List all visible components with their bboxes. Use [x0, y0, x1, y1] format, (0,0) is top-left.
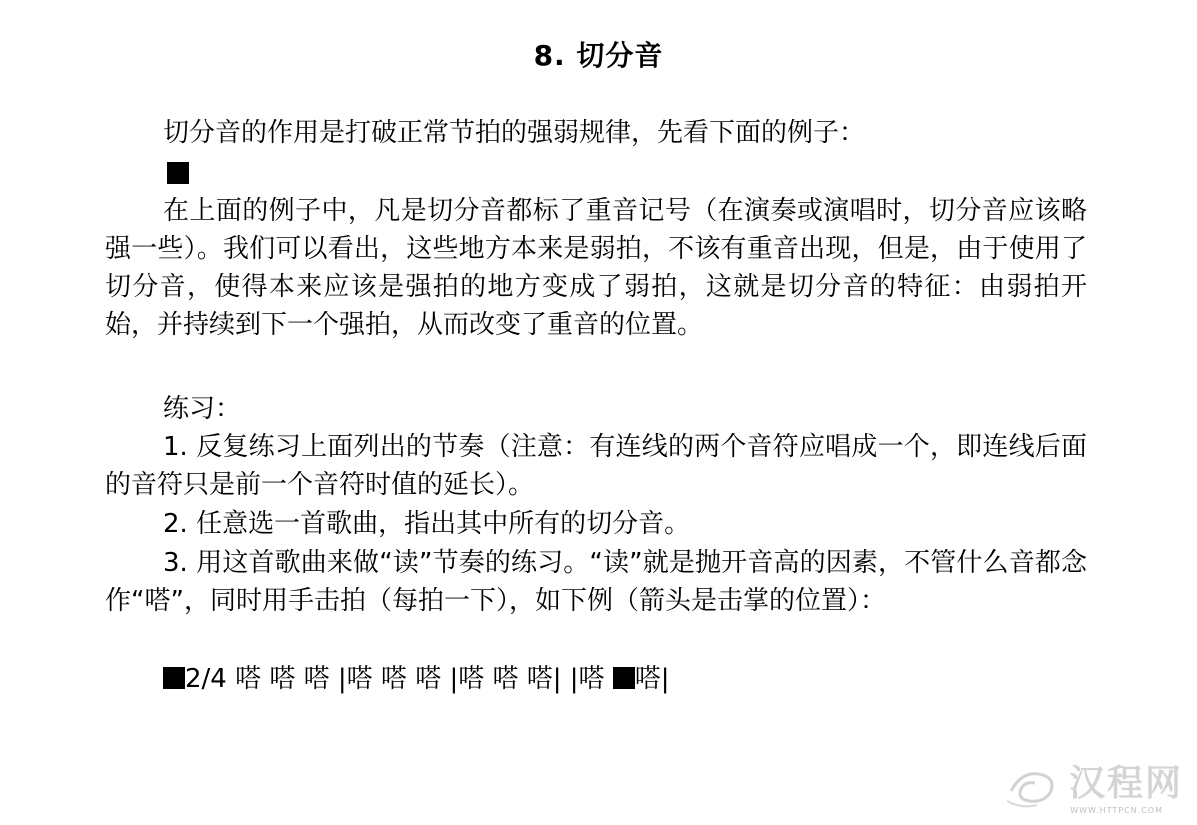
- intro-paragraph: 切分音的作用是打破正常节拍的强弱规律，先看下面的例子：: [163, 118, 866, 148]
- page-title: 8. 切分音: [533, 39, 664, 72]
- exercise-item-2: 2. 任意选一首歌曲，指出其中所有的切分音。: [163, 509, 691, 539]
- watermark-url: WWW.HTTPCN.COM: [1070, 806, 1163, 815]
- body-paragraph: 在上面的例子中，凡是切分音都标了重音记号（在演奏或演唱时，切分音应该略强一些）。我们可以看出，这些地方本来是弱拍，不该有重音出现，但是，由于使用了切分音，使得本来应该是强拍的地方变成了弱拍，这就是切分音的特征：由弱拍开始，并持续到下一个强拍，从而改变了重音的位置。: [105, 196, 1087, 340]
- missing-figure-placeholder: [167, 162, 189, 184]
- rhythm-syllables-end: 嗒|: [634, 664, 670, 694]
- watermark-logo-icon: [1003, 761, 1063, 811]
- watermark-text: 汉程网: [1068, 763, 1183, 804]
- exercise-item-3: 3. 用这首歌曲来做“读”节奏的练习。“读”就是抛开音高的因素，不管什么音都念作“嗒”，同时用手击拍（每拍一下），如下例（箭头是击掌的位置）：: [105, 548, 1087, 616]
- missing-symbol-placeholder: [613, 667, 635, 689]
- exercise-item-1: 1. 反复练习上面列出的节奏（注意：有连线的两个音符应唱成一个，即连线后面的音符只是前一个音符时值的延长）。: [105, 432, 1087, 500]
- missing-symbol-placeholder: [163, 667, 185, 689]
- time-signature: 2/4: [185, 664, 227, 694]
- rhythm-syllables: 嗒 嗒 嗒 |嗒 嗒 嗒 |嗒 嗒 嗒| |嗒: [226, 664, 613, 694]
- exercise-heading: 练习：: [163, 394, 242, 424]
- rhythm-example: [163, 660, 670, 698]
- site-watermark: [1003, 755, 1183, 815]
